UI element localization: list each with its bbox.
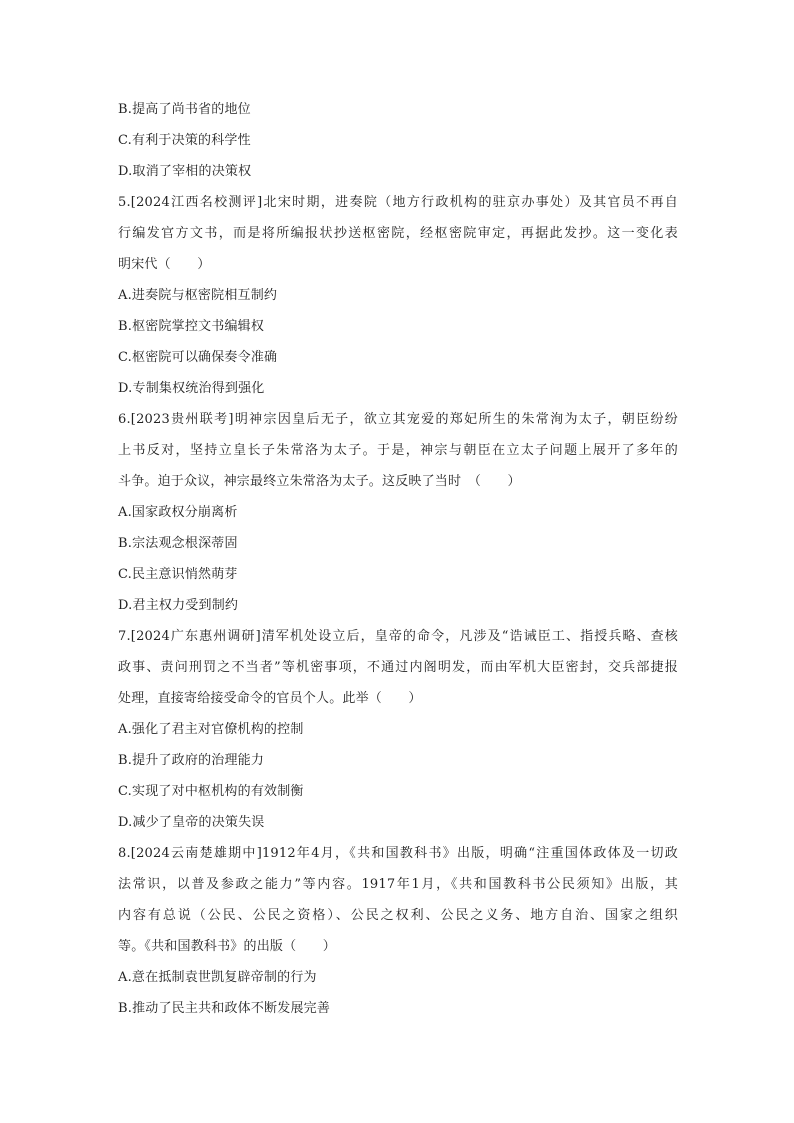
q5-option-d: D.专制集权统治得到强化 [118,381,265,396]
q7-stem-line-3: 处理，直接寄给接受命令的官员个人。此举（ ） [118,691,422,706]
q6-option-d: D.君主权力受到制约 [118,598,239,613]
q5-stem-line-2: 行编发官方文书，而是将所编报状抄送枢密院，经枢密院审定，再据此发抄。这一变化表 [118,226,678,241]
q5-option-a: A.进奏院与枢密院相互制约 [118,288,278,303]
q6-option-a: A.国家政权分崩离析 [118,505,238,520]
q8-stem-line-2: 法常识，以普及参政之能力”等内容。1917年1月，《共和国教科书公民须知》出版，其 [118,877,678,892]
q7-stem-line-2: 政事、责问刑罚之不当者”等机密事项，不通过内阁明发，而由军机大臣密封，交兵部捷报 [118,660,678,675]
q7-option-b: B.提升了政府的治理能力 [118,753,265,768]
q7-option-c: C.实现了对中枢机构的有效制衡 [118,784,304,799]
q4-option-b: B.提高了尚书省的地位 [118,102,251,117]
q8-option-a: A.意在抵制袁世凯复辟帝制的行为 [118,970,317,985]
q6-stem-line-1: 6.[2023贵州联考]明神宗因皇后无子，欲立其宠爱的郑妃所生的朱常洵为太子，朝臣纷纷 [118,412,678,427]
q7-option-a: A.强化了君主对官僚机构的控制 [118,722,304,737]
q5-stem-line-1: 5.[2024江西名校测评]北宋时期，进奏院（地方行政机构的驻京办事处）及其官员不再自 [118,195,678,210]
q5-option-c: C.枢密院可以确保奏令准确 [118,350,278,365]
q4-option-c: C.有利于决策的科学性 [118,133,251,148]
q6-option-c: C.民主意识悄然萌芽 [118,567,238,582]
q6-stem-line-3: 斗争。迫于众议，神宗最终立朱常洛为太子。这反映了当时 （ ） [118,474,521,489]
q6-option-b: B.宗法观念根深蒂固 [118,536,238,551]
q8-stem-line-3: 内容有总说（公民、公民之资格）、公民之权利、公民之义务、地方自治、国家之组织 [118,908,678,923]
q7-option-d: D.减少了皇帝的决策失误 [118,815,265,830]
q4-option-d: D.取消了宰相的决策权 [118,164,252,179]
q8-stem-line-1: 8.[2024云南楚雄期中]1912年4月，《共和国教科书》出版，明确“注重国体政体及一切政 [118,846,678,861]
q6-stem-line-2: 上书反对，坚持立皇长子朱常洛为太子。于是，神宗与朝臣在立太子问题上展开了多年的 [118,443,678,458]
q8-stem-line-4: 等。《共和国教科书》的出版（ ） [118,939,336,954]
q8-option-b: B.推动了民主共和政体不断发展完善 [118,1001,331,1016]
q5-stem-line-3: 明宋代（ ） [118,257,211,272]
q7-stem-line-1: 7.[2024广东惠州调研]清军机处设立后，皇帝的命令，凡涉及“诰诫臣工、指授兵略、查核 [118,629,678,644]
q5-option-b: B.枢密院掌控文书编辑权 [118,319,265,334]
